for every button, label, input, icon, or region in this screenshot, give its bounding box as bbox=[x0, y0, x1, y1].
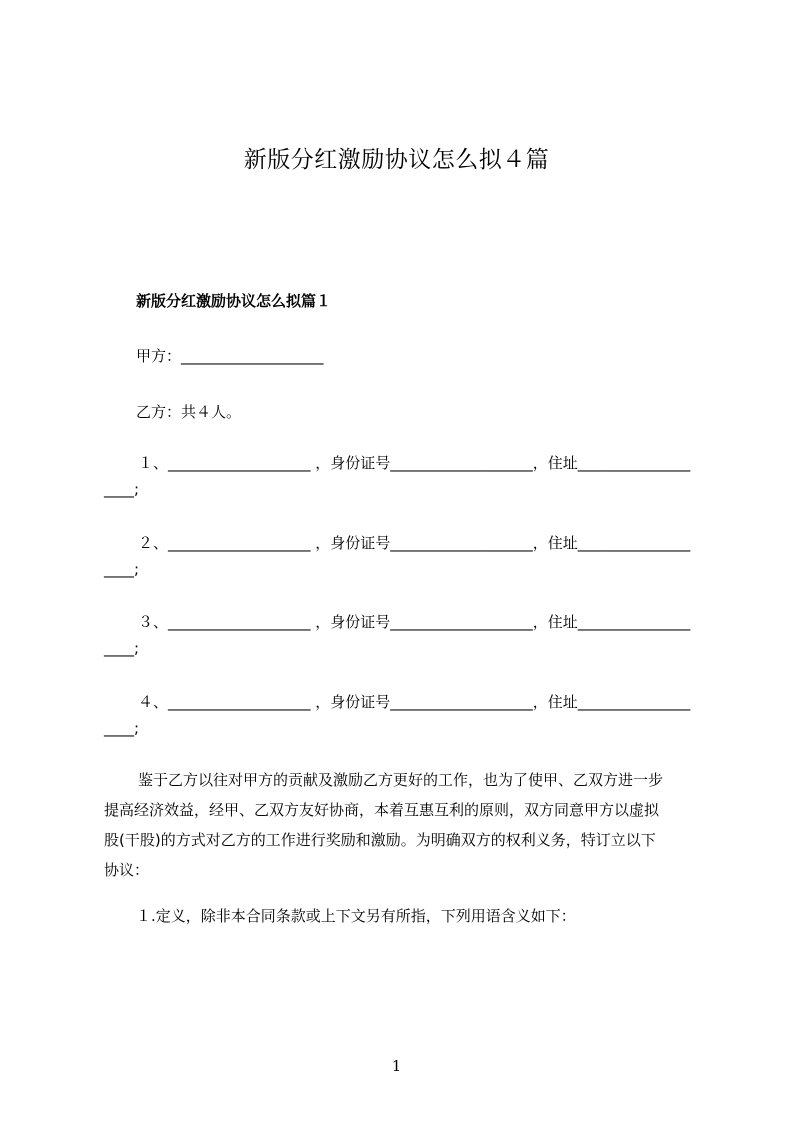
document-title: 新版分红激励协议怎么拟４篇 bbox=[243, 147, 550, 173]
member-2-line: ２、___________________ ，身份证号___________________，住址_______________ bbox=[138, 534, 691, 552]
member-3-line: ３、___________________ ，身份证号___________________，住址_______________ bbox=[138, 613, 691, 631]
preamble-line-4: 协议： bbox=[104, 861, 150, 879]
member-3-line-cont: ____; bbox=[104, 639, 140, 657]
member-4-line-cont: ____; bbox=[104, 719, 140, 737]
page-number: 1 bbox=[391, 1057, 402, 1075]
member-1-line: １、___________________ ，身份证号___________________，住址_______________ bbox=[138, 454, 691, 472]
party-b-line: 乙方：共４人。 bbox=[136, 403, 242, 421]
preamble-line-3: 股(干股)的方式对乙方的工作进行奖励和激励。为明确双方的权利义务，特订立以下 bbox=[104, 831, 656, 849]
clause-1: １.定义，除非本合同条款或上下文另有所指，下列用语含义如下： bbox=[136, 907, 576, 925]
preamble-line-1: 鉴于乙方以往对甲方的贡献及激励乙方更好的工作，也为了使甲、乙双方进一步 bbox=[138, 771, 664, 789]
section-title: 新版分红激励协议怎么拟篇１ bbox=[136, 292, 332, 310]
preamble-paragraph bbox=[104, 765, 704, 885]
member-4-line: ４、___________________ ，身份证号___________________，住址_______________ bbox=[138, 693, 691, 711]
member-2-line-cont: ____; bbox=[104, 560, 140, 578]
party-a-line: 甲方：___________________ bbox=[136, 347, 324, 365]
member-1-line-cont: ____; bbox=[104, 480, 140, 498]
preamble-line-2: 提高经济效益，经甲、乙双方友好协商，本着互惠互利的原则，双方同意甲方以虚拟 bbox=[104, 801, 660, 819]
